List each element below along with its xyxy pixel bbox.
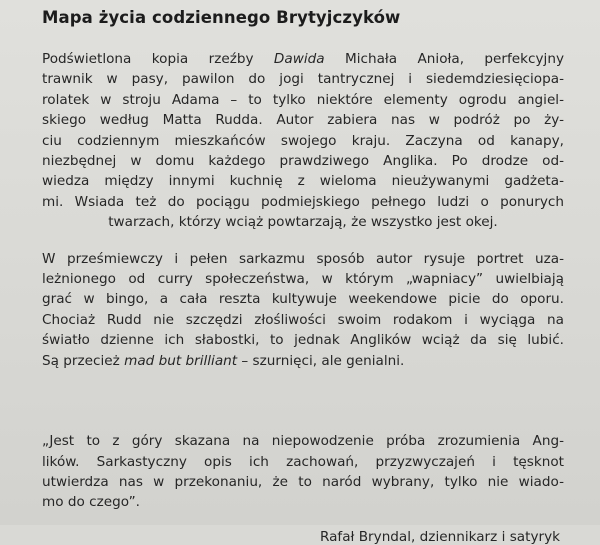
quote-author: Rafał Bryndal, dziennikarz i satyryk [319, 528, 560, 545]
text-line: leżnionego od curry społeczeństwa, w którym „wapniacy” uwielbiają [42, 271, 564, 288]
text-line: „Jest to z góry skazana na niepowodzenie próba zrozumienia Ang- [42, 433, 564, 450]
text-line: ciu codziennym mieszkańców swojego kraju. Zaczyna od kanapy, [42, 132, 564, 149]
text-line: niezbędnej w domu każdego prawdziwego Anglika. Po drodze od- [42, 153, 564, 170]
text-line: światło dzienne ich słabostki, to jednak Anglików wciąż da się lubić. [42, 332, 564, 349]
text-line: lików. Sarkastyczny opis ich zachowań, przyzwyczajeń i tęsknot [42, 453, 564, 470]
text-line: skiego według Matta Rudda. Autor zabiera nas w podróż po ży- [42, 112, 564, 129]
text-line: rolatek w stroju Adama – to tylko niektóre elementy ogrodu angiel- [42, 91, 564, 108]
page-title: Mapa życia codziennego Brytyjczyków [42, 8, 401, 27]
text-line: grać w bingo, a cała reszta kultywuje weekendowe picie do oporu. [42, 291, 564, 308]
text-line: trawnik w pasy, pawilon do jogi tantrycznej i siedemdziesięciopa- [42, 71, 564, 88]
text-line: Są przecież mad but brilliant – szurnięci, ale genialni. [42, 352, 405, 369]
text-line: utwierdza nas w przekonaniu, że to naród wybrany, tylko nie wiado- [42, 473, 564, 490]
review-quote [42, 431, 564, 513]
description-paragraph-2 [42, 249, 564, 371]
text-line: Podświetlona kopia rzeźby Dawida Michała Anioła, perfekcyjny [42, 51, 564, 67]
text-line: mo do czego”. [42, 494, 140, 511]
description-paragraph-1 [42, 49, 564, 233]
text-line: Chociaż Rudd nie szczędzi złośliwości swoim rodakom i wyciąga na [42, 311, 564, 328]
text-line: mi. Wsiada też do pociągu podmiejskiego pełnego ludzi o ponurych [42, 193, 564, 210]
italic-phrase: mad but brilliant [124, 352, 238, 369]
text-line: twarzach, którzy wciąż powtarzają, że wszystko jest okej. [108, 214, 498, 231]
italic-title: Dawida [273, 51, 325, 67]
text-line: W prześmiewczy i pełen sarkazmu sposób autor rysuje portret uza- [42, 250, 564, 267]
text-line: wiedza między innymi kuchnię z wieloma nieużywanymi gadżeta- [42, 173, 564, 190]
